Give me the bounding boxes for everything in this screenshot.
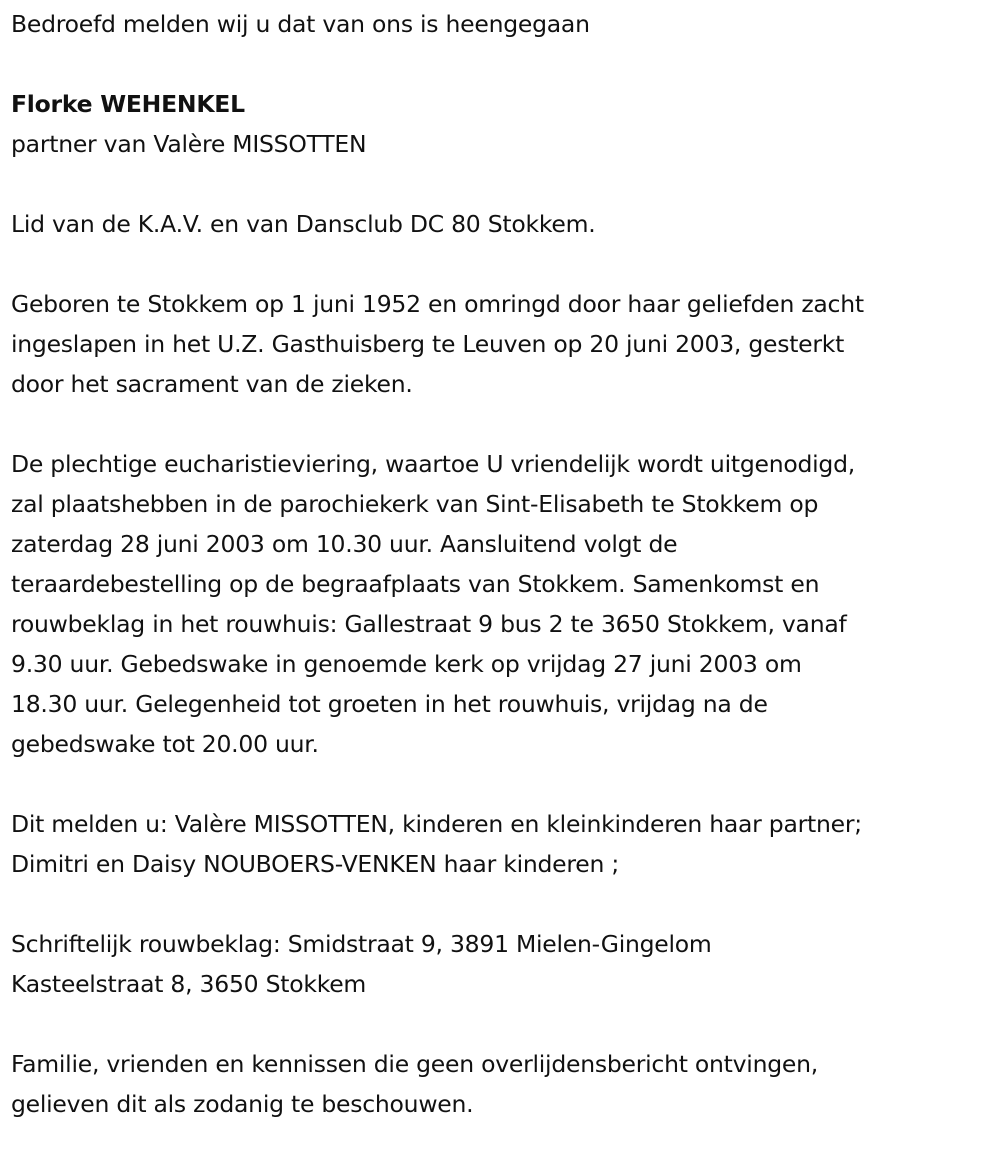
birth-death-paragraph — [11, 284, 996, 404]
paragraph-line: ingeslapen in het U.Z. Gasthuisberg te Leuven op 20 juni 2003, gesterkt — [11, 330, 845, 358]
paragraph-line: zal plaatshebben in de parochiekerk van Sint-Elisabeth te Stokkem op — [11, 490, 819, 518]
partner-line: partner van Valère MISSOTTEN — [11, 130, 367, 158]
spacer — [11, 44, 996, 84]
spacer — [11, 764, 996, 804]
paragraph-line: Geboren te Stokkem op 1 juni 1952 en omringd door haar geliefden zacht — [11, 290, 864, 318]
deceased-name: Florke WEHENKEL — [11, 90, 245, 118]
paragraph-line: Dit melden u: Valère MISSOTTEN, kinderen en kleinkinderen haar partner; — [11, 810, 862, 838]
paragraph-line: 9.30 uur. Gebedswake in genoemde kerk op vrijdag 27 juni 2003 om — [11, 650, 802, 678]
paragraph-line: zaterdag 28 juni 2003 om 10.30 uur. Aansluitend volgt de — [11, 530, 678, 558]
paragraph-line: teraardebestelling op de begraafplaats van Stokkem. Samenkomst en — [11, 570, 820, 598]
spacer — [11, 164, 996, 204]
paragraph-line: Dimitri en Daisy NOUBOERS-VENKEN haar kinderen ; — [11, 850, 619, 878]
paragraph-line: rouwbeklag in het rouwhuis: Gallestraat 9 bus 2 te 3650 Stokkem, vanaf — [11, 610, 847, 638]
membership-text: Lid van de K.A.V. en van Dansclub DC 80 Stokkem. — [11, 210, 596, 238]
paragraph-line: Familie, vrienden en kennissen die geen overlijdensbericht ontvingen, — [11, 1050, 818, 1078]
announcers-paragraph — [11, 804, 996, 884]
paragraph-line: door het sacrament van de zieken. — [11, 370, 413, 398]
paragraph-line: 18.30 uur. Gelegenheid tot groeten in het rouwhuis, vrijdag na de — [11, 690, 768, 718]
spacer — [11, 404, 996, 444]
paragraph-line: gelieven dit als zodanig te beschouwen. — [11, 1090, 474, 1118]
closing-paragraph — [11, 1044, 996, 1124]
spacer — [11, 884, 996, 924]
paragraph-line: De plechtige eucharistieviering, waartoe U vriendelijk wordt uitgenodigd, — [11, 450, 855, 478]
paragraph-line: Kasteelstraat 8, 3650 Stokkem — [11, 970, 367, 998]
paragraph-line: Schriftelijk rouwbeklag: Smidstraat 9, 3891 Mielen-Gingelom — [11, 930, 712, 958]
spacer — [11, 1004, 996, 1044]
intro-text: Bedroefd melden wij u dat van ons is heengegaan — [11, 10, 590, 38]
ceremony-paragraph — [11, 444, 996, 764]
written-condolences-paragraph — [11, 924, 996, 1004]
obituary-document — [11, 4, 996, 1124]
paragraph-line: gebedswake tot 20.00 uur. — [11, 730, 319, 758]
spacer — [11, 244, 996, 284]
